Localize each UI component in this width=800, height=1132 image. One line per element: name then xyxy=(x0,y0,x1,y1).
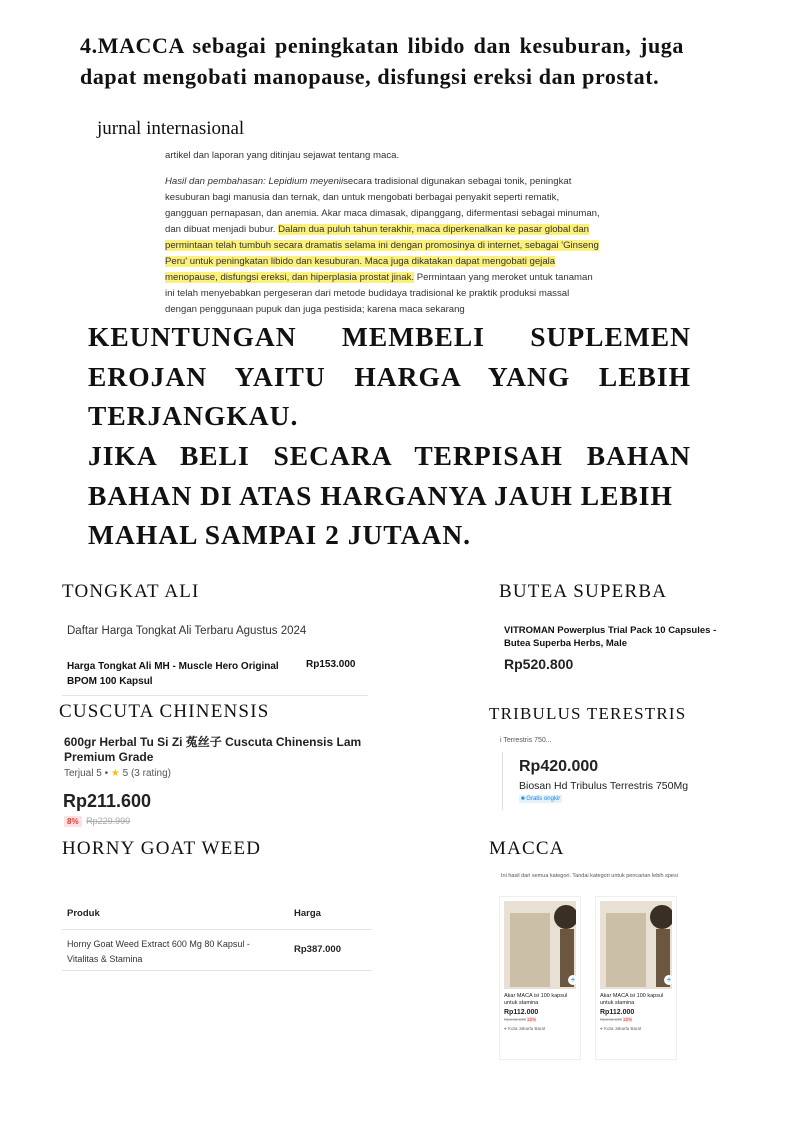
excerpt-italic: Hasil dan pembahasan: Lepidium meyenii xyxy=(165,176,344,187)
shipping-badge xyxy=(519,795,562,803)
location-icon: ● xyxy=(504,1026,507,1031)
tribulus-product[interactable]: Biosan Hd Tribulus Terrestris 750Mg xyxy=(519,780,689,792)
add-icon[interactable]: + xyxy=(664,975,672,985)
cuscuta-discount-row xyxy=(64,816,130,826)
tongkat-label: TONGKAT ALI xyxy=(62,581,200,602)
macca-card[interactable] xyxy=(500,897,580,1059)
card-discount: 22% xyxy=(623,1017,633,1022)
cuscuta-label: CUSCUTA CHINENSIS xyxy=(59,701,270,722)
header-divider xyxy=(62,929,372,930)
product-image xyxy=(600,901,672,989)
tribulus-snippet: i Terrestris 750... xyxy=(500,737,552,744)
card-title: Akar MACA isi 100 kapsul untuk stamina xyxy=(600,993,664,1006)
shipping-text: Gratis ongkir xyxy=(526,796,561,802)
tribulus-border xyxy=(502,752,503,810)
add-icon[interactable]: + xyxy=(568,975,576,985)
tongkat-price: Rp153.000 xyxy=(306,659,356,670)
card-title: Akar MACA isi 100 kapsul untuk stamina xyxy=(504,993,568,1006)
macca-notice: Ini hasil dari semua kategori. Tandai kategori untuk pencarian lebih spesi xyxy=(501,873,678,879)
excerpt-highlight: Dalam dua puluh tahun terakhir, maca diperkenalkan ke pasar global dan permintaan telah tumbuh secara dramatis selama ini dengan promosinya di internet, sebagai 'Ginseng Peru' untuk peningkatan libido dan kesuburan. Maca juga dikatakan dapat mengobati gejala menopause, disfungsi ereksi, dan hiperplasia prostat jinak. xyxy=(165,224,599,283)
excerpt-text-after: Permintaan yang meroket untuk tanaman ini telah menyebabkan pergeseran dari metode budidaya tradisional ke praktik produksi massal dengan penggunaan pupuk dan juga pestisida; karena maca sekarang xyxy=(165,272,593,315)
butea-price: Rp520.800 xyxy=(504,656,574,672)
card-old-price: Rp143.600 xyxy=(504,1017,527,1022)
horny-product[interactable]: Horny Goat Weed Extract 600 Mg 80 Kapsul - Vitalitas & Stamina xyxy=(67,939,250,964)
truck-icon: ■ xyxy=(521,796,527,802)
tongkat-divider xyxy=(62,695,368,696)
macca-card[interactable] xyxy=(596,897,676,1059)
tongkat-list-title[interactable]: Daftar Harga Tongkat Ali Terbaru Agustus 2024 xyxy=(67,625,307,637)
card-discount: 22% xyxy=(527,1017,537,1022)
horny-price: Rp387.000 xyxy=(294,944,342,955)
tribulus-price: Rp420.000 xyxy=(519,758,599,775)
macca-heading: 4.MACCA sebagai peningkatan libido dan kesuburan, juga dapat mengobati manopause, disfungsi ereksi dan prostat. xyxy=(80,33,684,89)
excerpt-line: artikel dan laporan yang ditinjau sejawat tentang maca. xyxy=(165,150,400,161)
macca-label: MACCA xyxy=(489,838,565,859)
star-icon: ★ xyxy=(110,768,120,779)
card-location: Kota Jakarta Barat xyxy=(507,1026,546,1031)
separator-dot: • xyxy=(104,768,111,779)
cuscuta-price: Rp211.600 xyxy=(63,791,152,811)
card-old-price: Rp143.600 xyxy=(600,1017,623,1022)
sold-value: 5 xyxy=(96,768,102,779)
card-price: Rp112.000 xyxy=(504,1009,539,1016)
horny-label: HORNY GOAT WEED xyxy=(62,838,262,859)
old-price: Rp229.999 xyxy=(86,816,131,826)
cuscuta-meta xyxy=(64,768,171,779)
product-image xyxy=(504,901,576,989)
excerpt-paragraph xyxy=(165,174,601,316)
jika-last-line: MAHAL SAMPAI 2 JUTAAN. xyxy=(88,519,472,550)
sold-label: Terjual xyxy=(64,768,94,779)
discount-badge: 8% xyxy=(64,816,82,827)
keuntungan-text: KEUNTUNGAN MEMBELI SUPLEMEN EROJAN YAITU HARGA YANG LEBIH TERJANGKAU. xyxy=(88,321,691,431)
card-location: Kota Jakarta Barat xyxy=(603,1026,642,1031)
rating-count: (3 rating) xyxy=(130,768,171,779)
jurnal-label: jurnal internasional xyxy=(97,118,245,139)
jika-text: JIKA BELI SECARA TERPISAH BAHAN BAHAN DI ATAS HARGANYA JAUH LEBIH xyxy=(88,440,691,511)
col-product: Produk xyxy=(67,908,100,919)
location-icon: ● xyxy=(600,1026,603,1031)
butea-label: BUTEA SUPERBA xyxy=(499,581,668,602)
tongkat-product[interactable]: Harga Tongkat Ali MH - Muscle Hero Original BPOM 100 Kapsul xyxy=(67,661,279,687)
row-divider xyxy=(62,970,372,971)
journal-excerpt xyxy=(165,148,601,316)
col-price: Harga xyxy=(294,908,321,919)
excerpt-text: secara tradisional digunakan sebagai tonik, peningkat kesuburan bagi manusia dan ternak, dan untuk mengobati berbagai penyakit seperti rematik, gangguan pernapasan, dan anemia. Akar maca dimasak, dipanggang, difermentasi sebagai minuman, dan dibuat menjadi bubur. xyxy=(165,176,600,235)
tribulus-label: TRIBULUS TERESTRIS xyxy=(489,704,687,723)
butea-product[interactable]: VITROMAN Powerplus Trial Pack 10 Capsules - Butea Superba Herbs, Male xyxy=(504,625,717,649)
cuscuta-product[interactable]: 600gr Herbal Tu Si Zi 菟丝子 Cuscuta Chinensis Lam Premium Grade xyxy=(64,735,362,764)
card-price: Rp112.000 xyxy=(600,1009,635,1016)
rating-value: 5 xyxy=(122,768,129,779)
